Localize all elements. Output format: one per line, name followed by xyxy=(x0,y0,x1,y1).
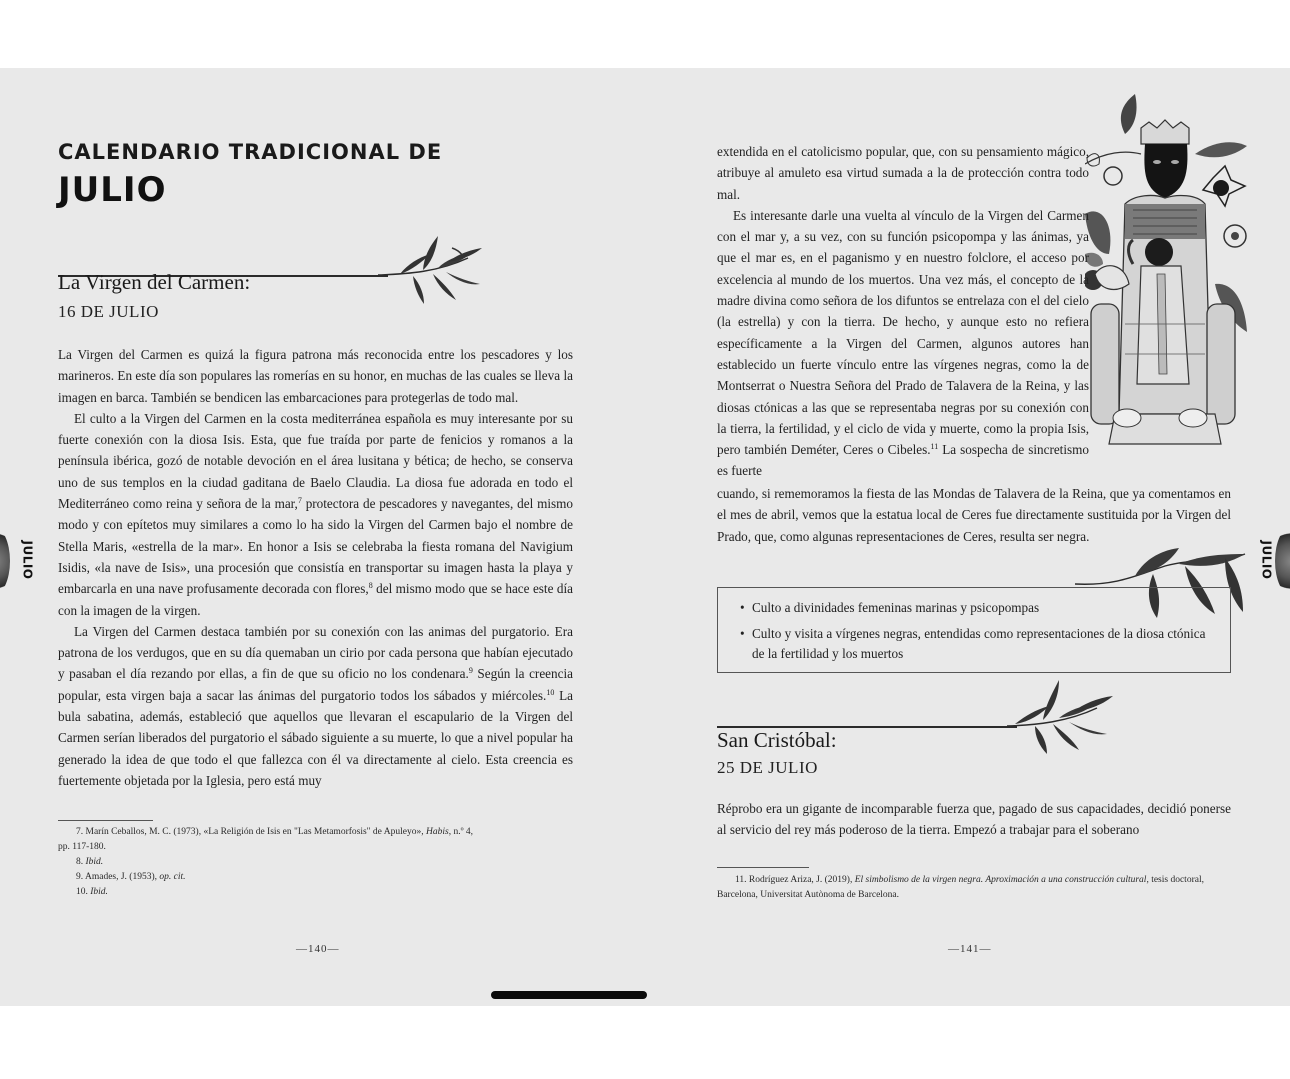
footnote-ref[interactable]: 8 xyxy=(368,581,373,591)
paragraph: Es interesante darle una vuelta al vínculo de la Virgen del Carmen con el mar y, a su vez, con su función psicopompa y las ánimas, ya que el mar es, en el paganismo y en nuestro folclore, el acceso por excelencia al mundo de los muertos. Una vez más, el concepto de la madre divina como señora de los difuntos se entrelaza con el del cielo (la estrella) y con la tierra. De hecho, y aunque esto no refiera específicamente a la Virgen del Carmen, algunos autores han establecido un fuerte vínculo entre las vírgenes negras, como la de Montserrat o Nuestra Señora del Prado de Talavera de la Reina, y las diosas ctónicas a las que se representaba negras por su conexión con la tierra, la fertilidad, y el ciclo de vida y muerte, como la propia Isis, pero también Deméter, Ceres o Cibeles.$^{11}$ La sospecha de sincretismo es fuerte xyxy=(717,207,1089,479)
thumb-tab-medallion-icon xyxy=(0,526,10,596)
footnote-rule xyxy=(717,867,809,868)
side-tab-label: JULIO xyxy=(1260,540,1274,580)
chapter-kicker: CALENDARIO TRADICIONAL DE xyxy=(58,140,443,164)
footnote-ref[interactable]: 11 xyxy=(930,442,939,452)
thumb-tab-medallion-icon xyxy=(1275,526,1290,596)
chapter-side-tab xyxy=(18,530,38,590)
side-tab-label: JULIO xyxy=(21,540,35,580)
chapter-title: JULIO xyxy=(58,170,167,210)
paragraph: La Virgen del Carmen es quizá la figura patrona más reconocida entre los pescadores y los marineros. En este día son populares las romerías en su honor, en muchas de las cuales se lleva la imagen en barca. También se bendicen las embarcaciones para protegerlas de todo mal. xyxy=(58,347,573,405)
summary-list xyxy=(718,588,1230,664)
footnotes xyxy=(717,873,1231,903)
summary-item: • Culto a divinidades femeninas marinas y psicopompas xyxy=(752,598,1208,618)
footnote-ref[interactable]: 7 xyxy=(297,496,302,506)
section-date: 16 DE JULIO xyxy=(58,302,159,321)
section-title: San Cristóbal: xyxy=(717,728,837,752)
paragraph: cuando, si rememoramos la fiesta de las Mondas de Talavera de la Reina, que ya comentamos en el mes de abril, vemos que la estatua local de Ceres fue directamente sustituida por la Virgen del Prado, que, como algunas representaciones de Ceres, resulta ser negra. xyxy=(717,486,1231,544)
paragraph: extendida en el catolicismo popular, que, con su pensamiento mágico, atribuye al amuleto esa virtud sumada a la de protección contra todo mal. xyxy=(717,144,1089,202)
footnote: 8. Ibid. xyxy=(76,857,104,867)
body-text xyxy=(717,798,1231,841)
footnote: 10. Ibid. xyxy=(76,887,108,897)
left-page xyxy=(0,68,645,1006)
footnotes xyxy=(58,825,573,900)
footnote-ref[interactable]: 10 xyxy=(546,687,555,697)
summary-box xyxy=(717,587,1231,673)
paragraph: La Virgen del Carmen destaca también por su conexión con las animas del purgatorio. Era patrona de los verdugos, que en su día quemaban un cirio por cada persona que habían ejecutado y pasaban el día rezando por ellas, a fin de que su oficio no los condenara.$^9$ Según la creencia popular, esta virgen baja a sacar las ánimas del purgatorio todos los sábados y miércoles.$^{10}$ La bula sabatina, además, estableció que aquellos que llevaran el escapulario de la Virgen del Carmen serían liberados del purgatorio el sábado siguiente a su muerte, lo que a nivel popular ha generado la idea de que todo el que fallezca con él va directamente al cielo. Esta creencia es fuertemente objetada por la Iglesia, pero está muy xyxy=(58,623,573,788)
olive-branch-icon xyxy=(378,228,498,308)
footnote-rule xyxy=(58,820,153,821)
footnote-continuation: pp. 117-180. xyxy=(58,842,106,852)
paragraph: Réprobo era un gigante de incomparable fuerza que, pagado de sus capacidades, decidió ponerse al servicio del rey más poderoso de la tierra. Empezó a trabajar para el soberano xyxy=(717,801,1231,838)
paragraph: El culto a la Virgen del Carmen en la costa mediterránea española es muy interesante por su fuerte conexión con la diosa Isis. Esta, que fue traída por parte de fenicios y romanos a la península ibérica, gozó de notable devoción en el área lusitana y bética; de hecho, se conserva uno de sus templos en la ciudad gaditana de Baelo Claudia. La diosa fue adorada en todo el Mediterráneo como reina y señora de la mar,$^7$ protectora de pescadores y navegantes, del mismo modo y con epítetos muy similares a como lo ha sido la Virgen del Carmen bajo el nombre de Stella Maris, «estrella de la mar». En honor a Isis se celebraba la fiesta romana del Navigium Isidis, «la nave de Isis», una procesión que consistía en transportar su imagen hasta la playa y embarcarla en una nave profusamente decorada con flores,$^8$ del mismo modo que se hace este día con la imagen de la virgen. xyxy=(58,410,573,618)
olive-branch-icon xyxy=(1007,676,1127,756)
page-number: —140— xyxy=(296,943,340,955)
body-text-continued xyxy=(717,483,1231,547)
section-title: La Virgen del Carmen: xyxy=(58,270,251,294)
book-spread xyxy=(0,68,1290,1006)
body-text xyxy=(717,141,1089,482)
section-date: 25 DE JULIO xyxy=(717,758,818,777)
footnote: 9. Amades, J. (1953), op. cit. xyxy=(76,872,186,882)
home-indicator-bar[interactable] xyxy=(491,991,647,999)
black-madonna-illustration-icon xyxy=(1085,94,1285,474)
page-number: —141— xyxy=(948,943,992,955)
footnote-ref[interactable]: 9 xyxy=(468,666,473,676)
right-page xyxy=(645,68,1290,1006)
summary-item: • Culto y visita a vírgenes negras, entendidas como representaciones de la diosa ctónica de la fertilidad y los muertos xyxy=(752,624,1208,664)
footnote: 7. Marín Ceballos, M. C. (1973), «La Religión de Isis en "Las Metamorfosis" de Apuleyo», Habis, n.º 4, xyxy=(76,827,474,837)
footnote: 11. Rodríguez Ariza, J. (2019), El simbolismo de la virgen negra. Aproximación a una construcción cultural, tesis doctoral, Barcelona, Universitat Autònoma de Barcelona. xyxy=(717,875,1204,900)
chapter-side-tab xyxy=(1257,530,1277,590)
body-text xyxy=(58,344,573,791)
